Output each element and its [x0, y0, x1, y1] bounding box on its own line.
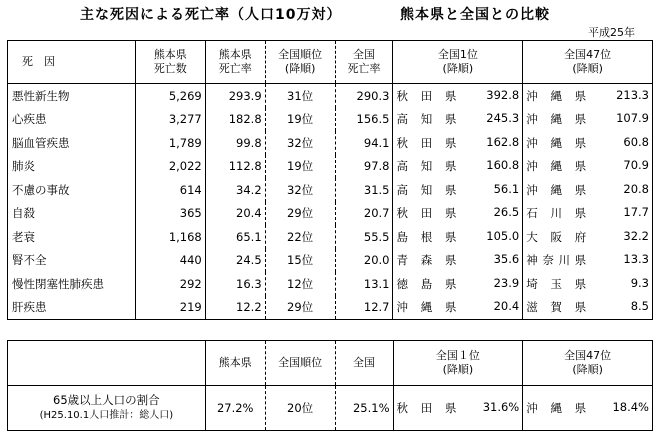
top1-cell — [393, 108, 523, 132]
header-top1: 全国1位 (降順) — [393, 41, 523, 84]
sub-row-label — [8, 386, 206, 431]
top1-pref: 高知県 — [396, 182, 457, 197]
table-row — [8, 108, 653, 132]
rank-cell: 32位 — [265, 178, 335, 202]
top1-cell — [393, 272, 523, 296]
deaths-cell: 1,168 — [135, 225, 205, 249]
rate-cell: 12.2 — [205, 296, 265, 320]
rank-cell: 22位 — [265, 225, 335, 249]
sub-top47-value: 18.4% — [612, 400, 649, 414]
national-cell: 20.7 — [363, 206, 390, 221]
top47-pref: 大阪府 — [526, 229, 587, 244]
top47-value: 9.3 — [630, 275, 649, 290]
top1-pref: 青森県 — [396, 253, 457, 268]
top47-cell — [523, 131, 653, 155]
top1-pref: 高知県 — [396, 112, 457, 127]
top47-value: 107.9 — [616, 111, 649, 126]
rank-cell: 15位 — [265, 249, 335, 273]
top1-value: 23.9 — [493, 275, 520, 290]
top47-pref: 沖縄県 — [526, 135, 587, 150]
national-cell: 97.8 — [363, 159, 390, 174]
table-row — [8, 84, 653, 108]
top1-value: 20.4 — [493, 299, 520, 314]
rank-cell: 31位 — [265, 84, 335, 108]
top1-cell — [393, 131, 523, 155]
top1-cell — [393, 155, 523, 179]
sub-top1-pref: 秋田県 — [396, 401, 457, 415]
top1-pref: 秋田県 — [396, 135, 457, 150]
cause-cell: 慢性閉塞性肺疾患 — [12, 276, 104, 291]
deaths-cell: 219 — [135, 296, 205, 320]
deaths-cell: 440 — [135, 249, 205, 273]
top47-pref: 埼玉県 — [526, 276, 587, 291]
national-cell: 94.1 — [363, 135, 390, 150]
rate-cell: 24.5 — [205, 249, 265, 273]
mortality-table — [7, 40, 653, 320]
cause-cell: 不慮の事故 — [12, 182, 70, 197]
rate-cell: 34.2 — [205, 178, 265, 202]
top47-value: 13.3 — [623, 252, 649, 267]
deaths-cell: 365 — [135, 202, 205, 226]
rank-cell: 29位 — [265, 202, 335, 226]
sub-top1-cell — [393, 386, 523, 431]
cause-cell: 老衰 — [12, 229, 35, 244]
sub-header-top1: 全国１位 (降順) — [393, 341, 523, 386]
top47-cell — [523, 108, 653, 132]
top47-cell — [523, 84, 653, 108]
top47-value: 20.8 — [623, 181, 649, 196]
sub-row-label-note: (H25.10.1人口推計：総人口) — [39, 410, 174, 421]
rate-cell: 99.8 — [205, 131, 265, 155]
top47-pref: 滋賀県 — [526, 300, 587, 315]
table-row — [8, 296, 653, 320]
rank-cell: 19位 — [265, 108, 335, 132]
top1-value: 245.3 — [486, 111, 520, 126]
top47-cell — [523, 272, 653, 296]
rate-cell: 20.4 — [205, 202, 265, 226]
top47-cell — [523, 178, 653, 202]
cause-cell: 脳血管疾患 — [12, 135, 70, 150]
sub-top47-pref: 沖縄県 — [526, 401, 587, 415]
sub-header-rank: 全国順位 — [265, 341, 335, 386]
cause-cell: 肝疾患 — [12, 300, 47, 315]
top47-value: 60.8 — [623, 134, 649, 149]
top47-cell — [523, 225, 653, 249]
sub-national-value: 25.1% — [352, 401, 390, 415]
rate-cell: 112.8 — [205, 155, 265, 179]
top47-value: 70.9 — [623, 158, 649, 173]
sub-rank-value: 20位 — [265, 386, 335, 431]
sub-data-row — [8, 386, 653, 431]
sub-top47-cell — [523, 386, 653, 431]
top47-cell — [523, 202, 653, 226]
top1-value: 162.8 — [486, 134, 520, 149]
deaths-cell: 292 — [135, 272, 205, 296]
header-deaths: 熊本県 死亡数 — [135, 41, 205, 84]
table-row — [8, 272, 653, 296]
top1-pref: 島根県 — [396, 229, 457, 244]
header-rate: 熊本県 死亡率 — [205, 41, 265, 84]
header-rank: 全国順位 (降順) — [265, 41, 335, 84]
header-cause: 死 因 — [8, 41, 136, 84]
header-row — [8, 41, 653, 84]
table-row — [8, 155, 653, 179]
table-row — [8, 249, 653, 273]
sub-header-kumamoto: 熊本県 — [205, 341, 265, 386]
top1-cell — [393, 225, 523, 249]
top1-pref: 徳島県 — [396, 276, 457, 291]
sub-row-label-main: 65歳以上人口の割合 — [53, 393, 160, 407]
top47-pref: 沖縄県 — [526, 88, 587, 103]
deaths-cell: 1,789 — [135, 131, 205, 155]
top47-pref: 沖縄県 — [526, 159, 587, 174]
top1-cell — [393, 202, 523, 226]
rank-cell: 19位 — [265, 155, 335, 179]
sub-top1-value: 31.6% — [482, 400, 520, 414]
title-sub: 熊本県と全国との比較 — [400, 7, 550, 23]
table-row — [8, 202, 653, 226]
cause-cell: 心疾患 — [12, 112, 47, 127]
top1-value: 35.6 — [493, 252, 520, 267]
top1-value: 160.8 — [486, 158, 520, 173]
elderly-ratio-table — [7, 340, 653, 431]
rank-cell: 29位 — [265, 296, 335, 320]
cause-cell: 悪性新生物 — [12, 88, 70, 103]
sub-header-national: 全国 — [335, 341, 393, 386]
header-national: 全国 死亡率 — [335, 41, 393, 84]
top47-value: 213.3 — [616, 87, 649, 102]
deaths-cell: 2,022 — [135, 155, 205, 179]
top1-cell — [393, 84, 523, 108]
national-cell: 31.5 — [363, 182, 390, 197]
header-top47: 全国47位 (降順) — [523, 41, 653, 84]
sub-header-top47: 全国47位 (降順) — [523, 341, 653, 386]
top47-cell — [523, 155, 653, 179]
deaths-cell: 614 — [135, 178, 205, 202]
top1-pref: 秋田県 — [396, 88, 457, 103]
year-label: 平成25年 — [588, 26, 635, 39]
top1-value: 26.5 — [493, 205, 520, 220]
national-cell: 55.5 — [363, 229, 390, 244]
national-cell: 20.0 — [363, 253, 390, 268]
national-cell: 12.7 — [363, 300, 390, 315]
top1-pref: 沖縄県 — [396, 300, 457, 315]
top47-value: 8.5 — [630, 299, 649, 314]
top1-value: 105.0 — [486, 228, 520, 243]
sub-kumamoto-value: 27.2% — [205, 386, 265, 431]
top47-value: 32.2 — [623, 228, 649, 243]
rate-cell: 16.3 — [205, 272, 265, 296]
top47-pref: 沖縄県 — [526, 112, 587, 127]
top1-pref: 高知県 — [396, 159, 457, 174]
rate-cell: 182.8 — [205, 108, 265, 132]
table-row — [8, 178, 653, 202]
national-cell: 290.3 — [356, 88, 390, 103]
cause-cell: 自殺 — [12, 206, 35, 221]
top1-value: 392.8 — [486, 87, 520, 102]
title-main: 主な死因による死亡率（人口10万対） — [80, 7, 342, 23]
deaths-cell: 5,269 — [135, 84, 205, 108]
rate-cell: 293.9 — [205, 84, 265, 108]
deaths-cell: 3,277 — [135, 108, 205, 132]
top1-value: 56.1 — [493, 181, 520, 196]
table-row — [8, 225, 653, 249]
table-row — [8, 131, 653, 155]
rate-cell: 65.1 — [205, 225, 265, 249]
top47-pref: 沖縄県 — [526, 182, 587, 197]
rank-cell: 12位 — [265, 272, 335, 296]
top47-cell — [523, 249, 653, 273]
top47-value: 17.7 — [623, 205, 649, 220]
top47-pref: 石川県 — [526, 206, 587, 221]
sub-header-blank — [8, 341, 206, 386]
national-cell: 13.1 — [363, 276, 390, 291]
top47-pref: 神奈川県 — [526, 253, 587, 268]
national-cell: 156.5 — [356, 112, 390, 127]
top1-cell — [393, 249, 523, 273]
top1-cell — [393, 178, 523, 202]
rank-cell: 32位 — [265, 131, 335, 155]
sub-header-row — [8, 341, 653, 386]
top47-cell — [523, 296, 653, 320]
top1-cell — [393, 296, 523, 320]
cause-cell: 腎不全 — [12, 253, 47, 268]
top1-pref: 秋田県 — [396, 206, 457, 221]
cause-cell: 肺炎 — [12, 159, 35, 174]
